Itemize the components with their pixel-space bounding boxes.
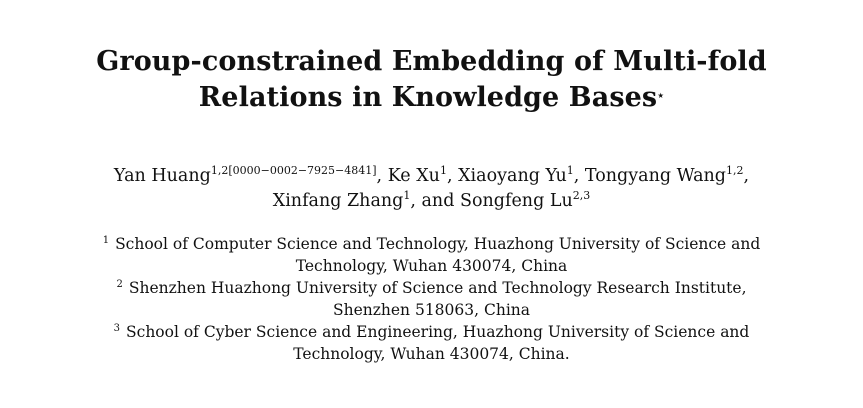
affiliation-line: Technology, Wuhan 430074, China bbox=[295, 257, 568, 275]
author-line-1 bbox=[0, 164, 863, 189]
affiliation-number: 2 bbox=[116, 279, 123, 290]
author-affiliation-marker: 1,2 bbox=[725, 164, 744, 177]
affiliation-1 bbox=[0, 233, 863, 277]
author-name: Songfeng Lu bbox=[459, 191, 573, 211]
author-list bbox=[0, 164, 863, 214]
author-separator: , bbox=[376, 166, 388, 186]
title-line-1: Group-constrained Embedding of Multi-fold bbox=[96, 46, 767, 77]
affiliation-line bbox=[0, 321, 863, 343]
author-name: Xinfang Zhang bbox=[272, 191, 404, 211]
author-affiliation-marker: 1,2[0000−0002−7925−4841] bbox=[210, 164, 377, 177]
author-separator: , bbox=[446, 166, 459, 186]
affiliation-list bbox=[0, 233, 863, 365]
affiliation-3 bbox=[0, 321, 863, 365]
affiliation-text: School of Cyber Science and Engineering, Huazhong University of Science and bbox=[126, 323, 750, 341]
paper-title bbox=[0, 44, 863, 116]
author-name: Xiaoyang Yu bbox=[458, 166, 567, 186]
author-name: Yan Huang bbox=[113, 166, 211, 186]
affiliation-line: Technology, Wuhan 430074, China. bbox=[293, 345, 570, 363]
affiliation-2 bbox=[0, 277, 863, 321]
title-line-2 bbox=[0, 80, 863, 116]
affiliation-text: Shenzhen Huazhong University of Science and Technology Research Institute, bbox=[128, 279, 747, 297]
title-line-2-text: Relations in Knowledge Bases bbox=[198, 82, 658, 113]
affiliation-number: 1 bbox=[102, 235, 110, 246]
affiliation-line bbox=[0, 277, 863, 299]
title-footnote-star: ⋆ bbox=[657, 89, 665, 102]
affiliation-number: 3 bbox=[113, 323, 121, 334]
author-affiliation-marker: 1 bbox=[403, 189, 411, 202]
author-separator: , bbox=[573, 166, 585, 186]
author-name: Ke Xu bbox=[387, 166, 440, 186]
author-separator: , bbox=[743, 166, 750, 186]
author-line-2 bbox=[0, 189, 863, 214]
author-separator: , and bbox=[410, 191, 460, 211]
author-affiliation-marker: 2,3 bbox=[572, 189, 591, 202]
affiliation-line: Shenzhen 518063, China bbox=[332, 301, 531, 319]
affiliation-line bbox=[0, 233, 863, 255]
affiliation-text: School of Computer Science and Technology, Huazhong University of Science and bbox=[115, 235, 761, 253]
author-name: Tongyang Wang bbox=[584, 166, 726, 186]
author-affiliation-marker: 1 bbox=[566, 164, 574, 177]
author-affiliation-marker: 1 bbox=[439, 164, 447, 177]
